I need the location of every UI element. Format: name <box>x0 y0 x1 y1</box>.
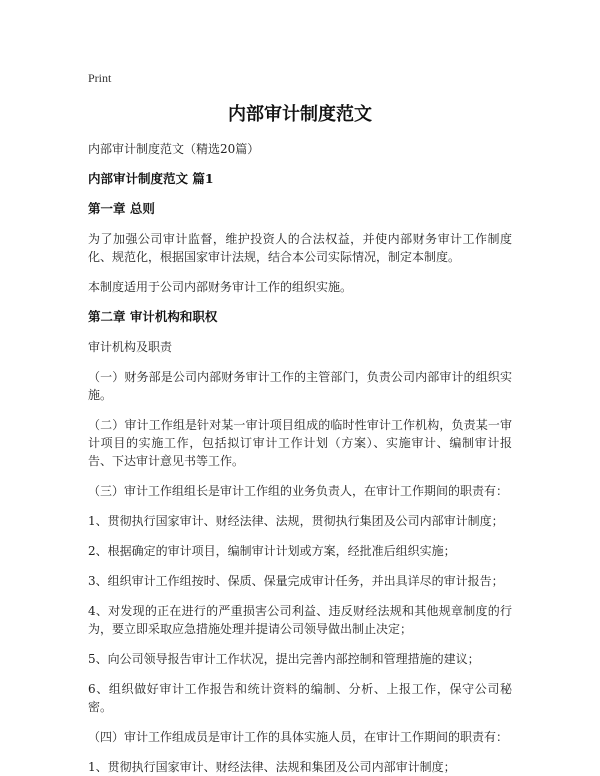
list-item-leader-1: 1、贯彻执行国家审计、财经法律、法规，贯彻执行集团及公司内部审计制度； <box>88 514 504 528</box>
list-item-member-1: 1、贯彻执行国家审计、财经法律、法规和集团及公司内部审计制度； <box>88 760 456 774</box>
article-heading: 内部审计制度范文 篇1 <box>88 171 214 186</box>
paragraph-purpose: 为了加强公司审计监督，维护投资人的合法权益，并使内部财务审计工作制度化、规范化，根据国家审计法规，结合本公司实际情况，制定本制度。 <box>88 232 512 264</box>
paragraph-item-1: （一）财务部是公司内部财务审计工作的主管部门，负责公司内部审计的组织实施。 <box>88 370 512 402</box>
paragraph-item-4: （四）审计工作组成员是审计工作的具体实施人员，在审计工作期间的职责有： <box>88 730 509 744</box>
document-subtitle: 内部审计制度范文（精选20篇） <box>88 142 260 156</box>
list-item-leader-5: 5、向公司领导报告审计工作状况，提出完善内部控制和管理措施的建议； <box>88 652 480 666</box>
paragraph-scope: 本制度适用于公司内部财务审计工作的组织实施。 <box>88 280 353 294</box>
document-title: 内部审计制度范文 <box>228 104 372 125</box>
paragraph-item-2: （二）审计工作组是针对某一审计项目组成的临时性审计工作机构，负责某一审计项目的实施工作，包括拟订审计工作计划（方案）、实施审计、编制审计报告、下达审计意见书等工作。 <box>88 418 512 468</box>
list-item-leader-4: 4、对发现的正在进行的严重损害公司利益、违反财经法规和其他规章制度的行为，要立即采取应急措施处理并提请公司领导做出制止决定； <box>88 604 512 636</box>
list-item-leader-6: 6、组织做好审计工作报告和统计资料的编制、分析、上报工作，保守公司秘密。 <box>88 682 512 714</box>
list-item-leader-3: 3、组织审计工作组按时、保质、保量完成审计任务，并出具详尽的审计报告； <box>88 574 504 588</box>
chapter-2-heading: 第二章 审计机构和职权 <box>88 309 218 324</box>
list-item-leader-2: 2、根据确定的审计项目，编制审计计划或方案，经批准后组织实施； <box>88 544 456 558</box>
paragraph-audit-org: 审计机构及职责 <box>88 340 173 354</box>
print-link[interactable]: Print <box>88 71 112 85</box>
paragraph-item-3: （三）审计工作组组长是审计工作组的业务负责人，在审计工作期间的职责有： <box>88 484 509 498</box>
chapter-1-heading: 第一章 总则 <box>88 201 155 216</box>
